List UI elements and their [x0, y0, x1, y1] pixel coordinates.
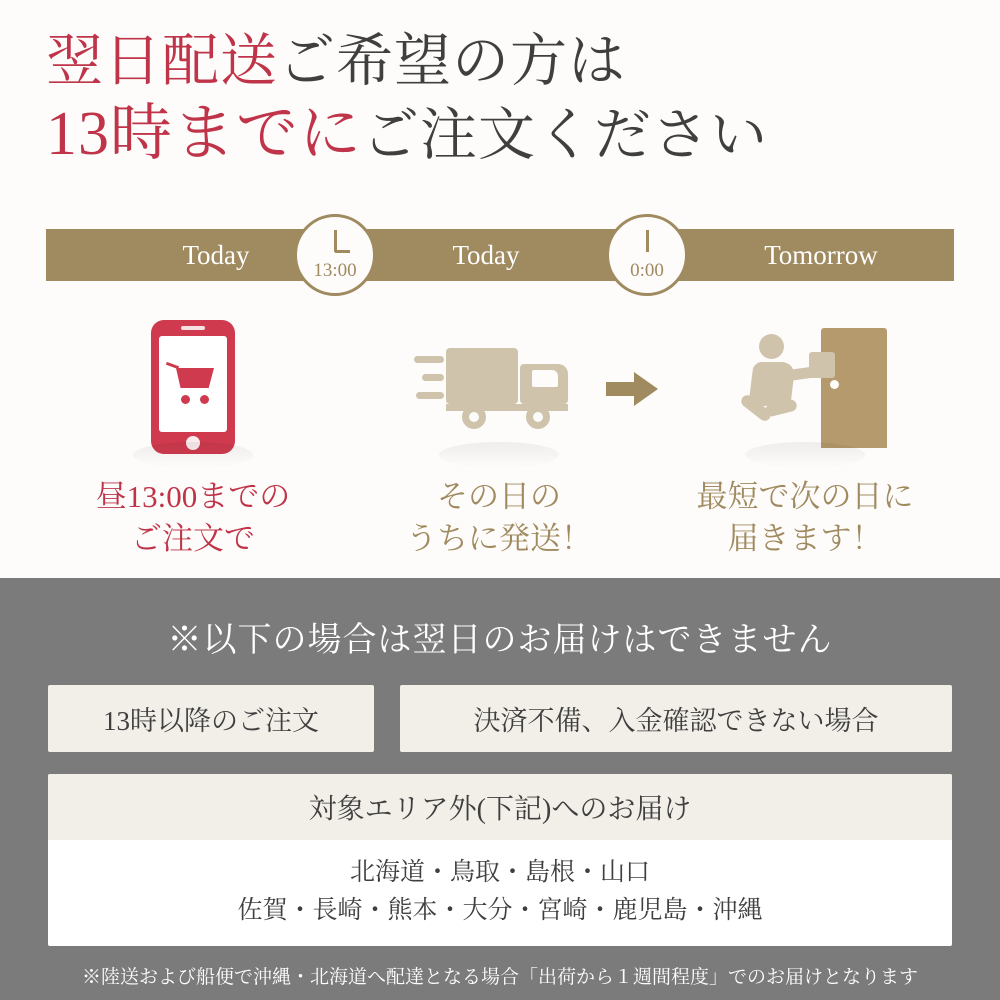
step-order-line-1: 昼13:00までの [95, 479, 291, 514]
step-ship-line-2: うちに発送！ [406, 521, 592, 556]
truck-wheel-rear [462, 405, 486, 429]
step-deliver-line-2: 届きます！ [727, 521, 883, 556]
notice-title: ※以下の場合は翌日のお届けはできません [167, 622, 833, 659]
truck-wheel-front [526, 405, 550, 429]
timeline-label-right: Tomorrow [764, 240, 878, 270]
clock-label-1300: 13:00 [313, 260, 357, 281]
door-icon [821, 328, 887, 448]
speed-line-2 [422, 374, 444, 381]
headline-line-2-rest: ご注文ください [362, 104, 769, 167]
clock-hands-0000 [609, 228, 685, 258]
clock-hand-hour-1300 [335, 250, 350, 253]
step-deliver [652, 312, 958, 560]
delivery-truck-icon [414, 342, 584, 442]
headline-line-1 [46, 26, 946, 98]
person-reflection [745, 442, 865, 468]
notice-section [0, 578, 1000, 1000]
arrow-right-icon [606, 372, 658, 406]
clock-icon-0000 [606, 214, 688, 296]
notice-chips [48, 685, 952, 752]
timeline-label-mid: Today [452, 240, 520, 270]
notice-area-panel-body [48, 840, 952, 946]
clock-hands-1300 [297, 228, 373, 258]
steps-row [40, 312, 960, 560]
truck-window [532, 370, 558, 387]
clock-hand-minute-0000 [646, 230, 649, 252]
speed-line-3 [416, 392, 444, 399]
notice-area-line-1: 北海道・鳥取・島根・山口 [349, 859, 650, 886]
headline-line-1-red: 翌日配送 [46, 30, 278, 93]
cart-body [176, 368, 214, 388]
notice-area-panel [48, 774, 952, 946]
headline-line-2 [46, 98, 946, 172]
headline-line-1-rest: ご希望の方は [278, 30, 626, 93]
delivery-person-door-icon [717, 328, 893, 454]
notice-area-panel-title: 対象エリア外(下記)へのお届け [48, 774, 952, 840]
notice-chip-late-order: 13時以降のご注文 [48, 685, 374, 752]
timeline [46, 222, 954, 288]
step-order-art [40, 312, 346, 462]
cart-wheel-left [181, 395, 190, 404]
truck-cargo [446, 348, 518, 404]
phone-reflection [133, 442, 253, 468]
speed-line-1 [414, 356, 444, 363]
notice-area-line-2: 佐賀・長崎・熊本・大分・宮崎・鹿児島・沖縄 [237, 897, 763, 924]
step-deliver-line-1: 最短で次の日に [696, 479, 914, 514]
step-ship [346, 312, 652, 560]
shopping-cart-icon [166, 364, 220, 406]
clock-label-0000: 0:00 [630, 260, 664, 281]
headline-line-2-red: 13時までに [46, 100, 363, 168]
step-deliver-art [652, 312, 958, 462]
notice-chip-payment-issue: 決済不備、入金確認できない場合 [400, 685, 952, 752]
timeline-label-left: Today [182, 240, 250, 270]
step-ship-line-1: その日の [437, 479, 561, 514]
parcel-icon [809, 352, 835, 378]
clock-icon-1300 [294, 214, 376, 296]
arrow-head [634, 372, 658, 406]
door-knob [830, 380, 839, 389]
step-order [40, 312, 346, 560]
phone-notch [181, 326, 205, 330]
clock-hand-minute-1300 [334, 230, 337, 252]
smartphone-cart-icon [151, 320, 235, 454]
cart-wheel-right [200, 395, 209, 404]
truck-reflection [439, 442, 559, 468]
notice-footnote: ※陸送および船便で沖縄・北海道へ配達となる場合「出荷から１週間程度」でのお届けとなります [81, 967, 918, 988]
person-head [759, 334, 784, 359]
headline [46, 26, 946, 172]
step-order-line-2: ご注文で [131, 521, 255, 556]
